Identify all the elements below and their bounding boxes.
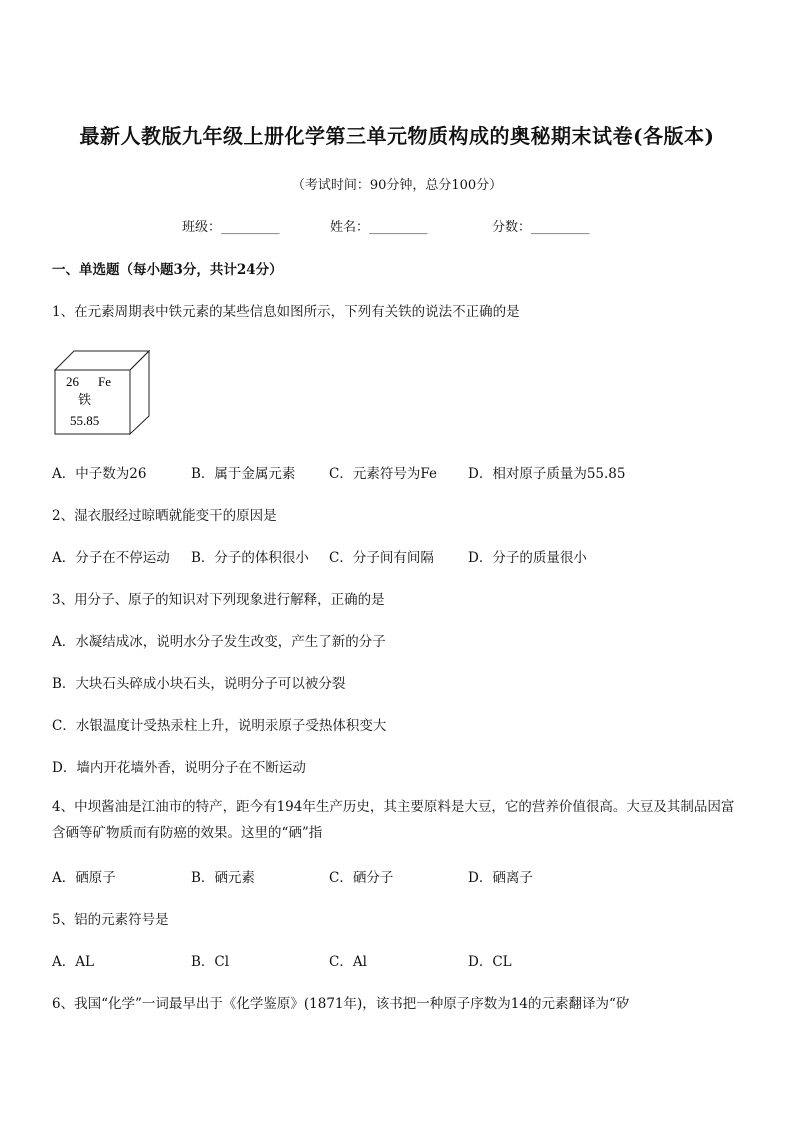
q4-option-d[interactable]: D．硒离子 [468,870,533,886]
q3-option-b[interactable]: B．大块石头碎成小块石头，说明分子可以被分裂 [52,676,346,692]
question-3-stem: 3、用分子、原子的知识对下列现象进行解释，正确的是 [52,592,385,608]
question-4-stem: 4、中坝酱油是江油市的特产，距今有194年生产历史，其主要原料是大豆，它的营养价值很高。大豆及其制品因富含硒等矿物质而有防癌的效果。这里的“硒”指 [52,799,735,841]
q5-option-b[interactable]: B．Cl [191,954,230,970]
q3-option-c[interactable]: C．水银温度计受热汞柱上升，说明汞原子受热体积变大 [52,718,387,734]
q2-option-d[interactable]: D．分子的质量很小 [468,550,587,566]
page-title: 最新人教版九年级上册化学第三单元物质构成的奥秘期末试卷(各版本) [79,124,715,148]
question-5-stem: 5、铝的元素符号是 [52,912,169,928]
element-name: 铁 [78,393,92,408]
atomic-mass: 55.85 [70,413,100,428]
q1-option-b[interactable]: B．属于金属元素 [191,466,296,482]
q5-option-c[interactable]: C．Al [329,954,367,970]
question-6-stem: 6、我国“化学”一词最早出于《化学鉴原》(1871年)，该书把一种原子序数为14的元素翻译为“矽 [52,996,630,1012]
iron-element-figure [54,350,154,436]
score-field: 分数：_________ [492,220,590,235]
name-field: 姓名：_________ [330,220,428,235]
exam-info: （考试时间：90分钟，总分100分） [291,178,503,193]
q2-option-b[interactable]: B．分子的体积很小 [191,550,309,566]
q4-option-b[interactable]: B．硒元素 [191,870,255,886]
class-field: 班级：_________ [182,220,280,235]
atomic-number: 26 [66,374,79,389]
q3-option-a[interactable]: A．水凝结成冰，说明水分子发生改变，产生了新的分子 [52,634,386,650]
question-1-stem: 1、在元素周期表中铁元素的某些信息如图所示，下列有关铁的说法不正确的是 [52,304,520,320]
q2-option-a[interactable]: A．分子在不停运动 [52,550,170,566]
q1-option-d[interactable]: D．相对原子质量为55.85 [468,466,626,482]
q1-option-a[interactable]: A．中子数为26 [52,466,147,482]
section-heading: 一、单选题（每小题3分，共计24分） [52,262,283,278]
q5-option-a[interactable]: A．AL [52,954,94,970]
q5-option-d[interactable]: D．CL [468,954,512,970]
q1-option-c[interactable]: C．元素符号为Fe [329,466,437,482]
question-2-stem: 2、湿衣服经过晾晒就能变干的原因是 [52,508,277,524]
q4-option-a[interactable]: A．硒原子 [52,870,116,886]
q2-option-c[interactable]: C．分子间有间隔 [329,550,434,566]
q3-option-d[interactable]: D．墙内开花墙外香，说明分子在不断运动 [52,760,306,776]
q4-option-c[interactable]: C．硒分子 [329,870,394,886]
element-symbol: Fe [98,374,111,389]
